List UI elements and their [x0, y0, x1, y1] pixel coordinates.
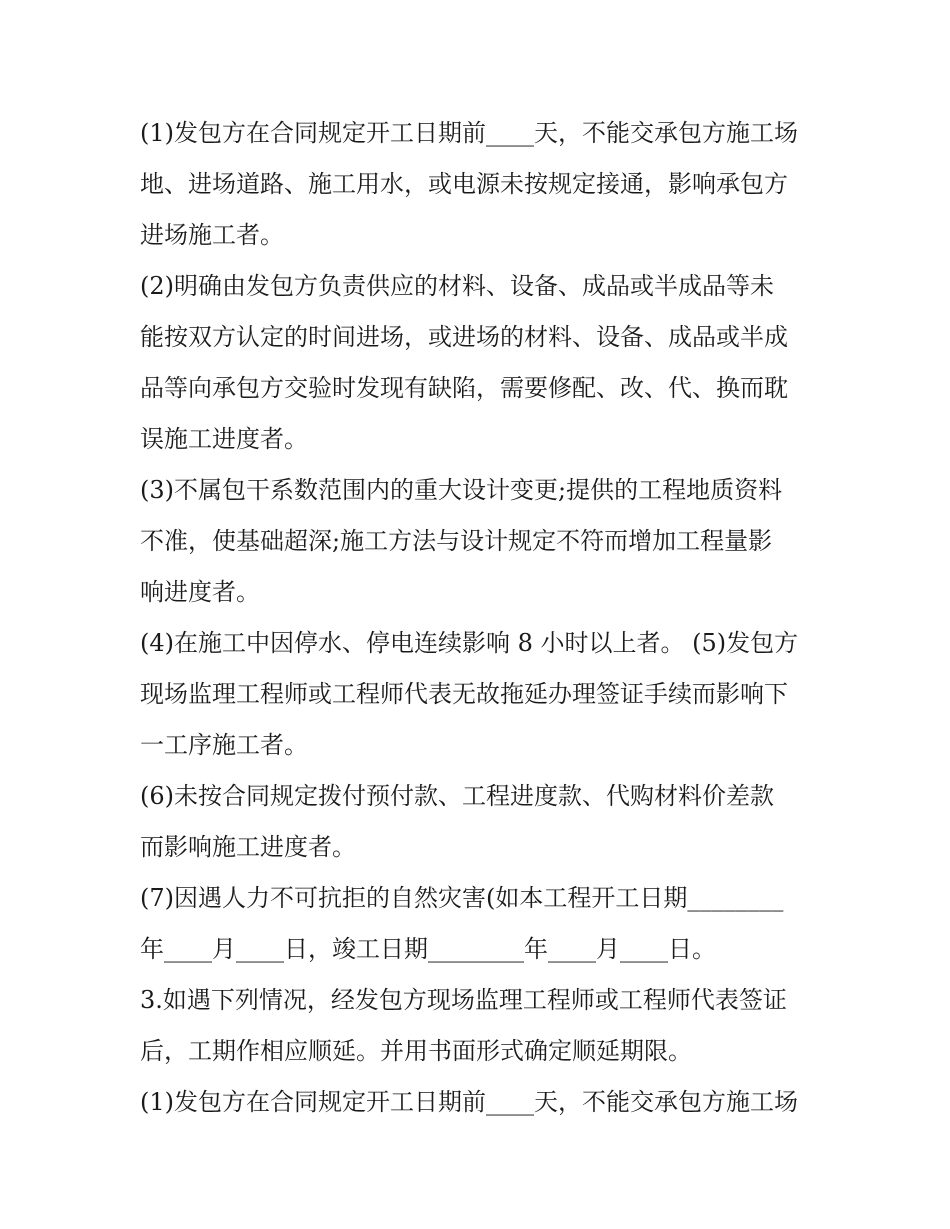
text-line: (4)在施工中因停水、停电连续影响 8 小时以上者。 (5)发包方: [140, 629, 799, 657]
text-line: 响进度者。: [140, 578, 260, 606]
text-line: 品等向承包方交验时发现有缺陷，需要修配、改、代、换而耽: [140, 374, 788, 402]
text-line: 进场施工者。: [140, 221, 284, 249]
contract-body-text: [140, 108, 830, 1128]
text-line: (1)发包方在合同规定开工日期前____天，不能交承包方施工场: [140, 119, 798, 147]
text-line: 3.如遇下列情况，经发包方现场监理工程师或工程师代表签证: [140, 986, 787, 1014]
text-line: (6)未按合同规定拨付预付款、工程进度款、代购材料价差款: [140, 782, 774, 810]
text-line: 不准，使基础超深;施工方法与设计规定不符而增加工程量影: [140, 527, 773, 555]
text-line: 能按双方认定的时间进场，或进场的材料、设备、成品或半成: [140, 323, 788, 351]
text-line: (2)明确由发包方负责供应的材料、设备、成品或半成品等未: [140, 272, 774, 300]
text-line: (3)不属包干系数范围内的重大设计变更;提供的工程地质资料: [140, 476, 783, 504]
text-line: 现场监理工程师或工程师代表无故拖延办理签证手续而影响下: [140, 680, 788, 708]
text-line: 后，工期作相应顺延。并用书面形式确定顺延期限。: [140, 1037, 692, 1065]
text-line: 一工序施工者。: [140, 731, 308, 759]
text-line: 误施工进度者。: [140, 425, 308, 453]
text-line: (7)因遇人力不可抗拒的自然灾害(如本工程开工日期________: [140, 884, 784, 912]
text-line: 地、进场道路、施工用水，或电源未按规定接通，影响承包方: [140, 170, 788, 198]
text-line: 而影响施工进度者。: [140, 833, 356, 861]
text-line: (1)发包方在合同规定开工日期前____天，不能交承包方施工场: [140, 1088, 798, 1116]
text-line: 年____月____日，竣工日期________年____月____日。: [140, 935, 716, 963]
